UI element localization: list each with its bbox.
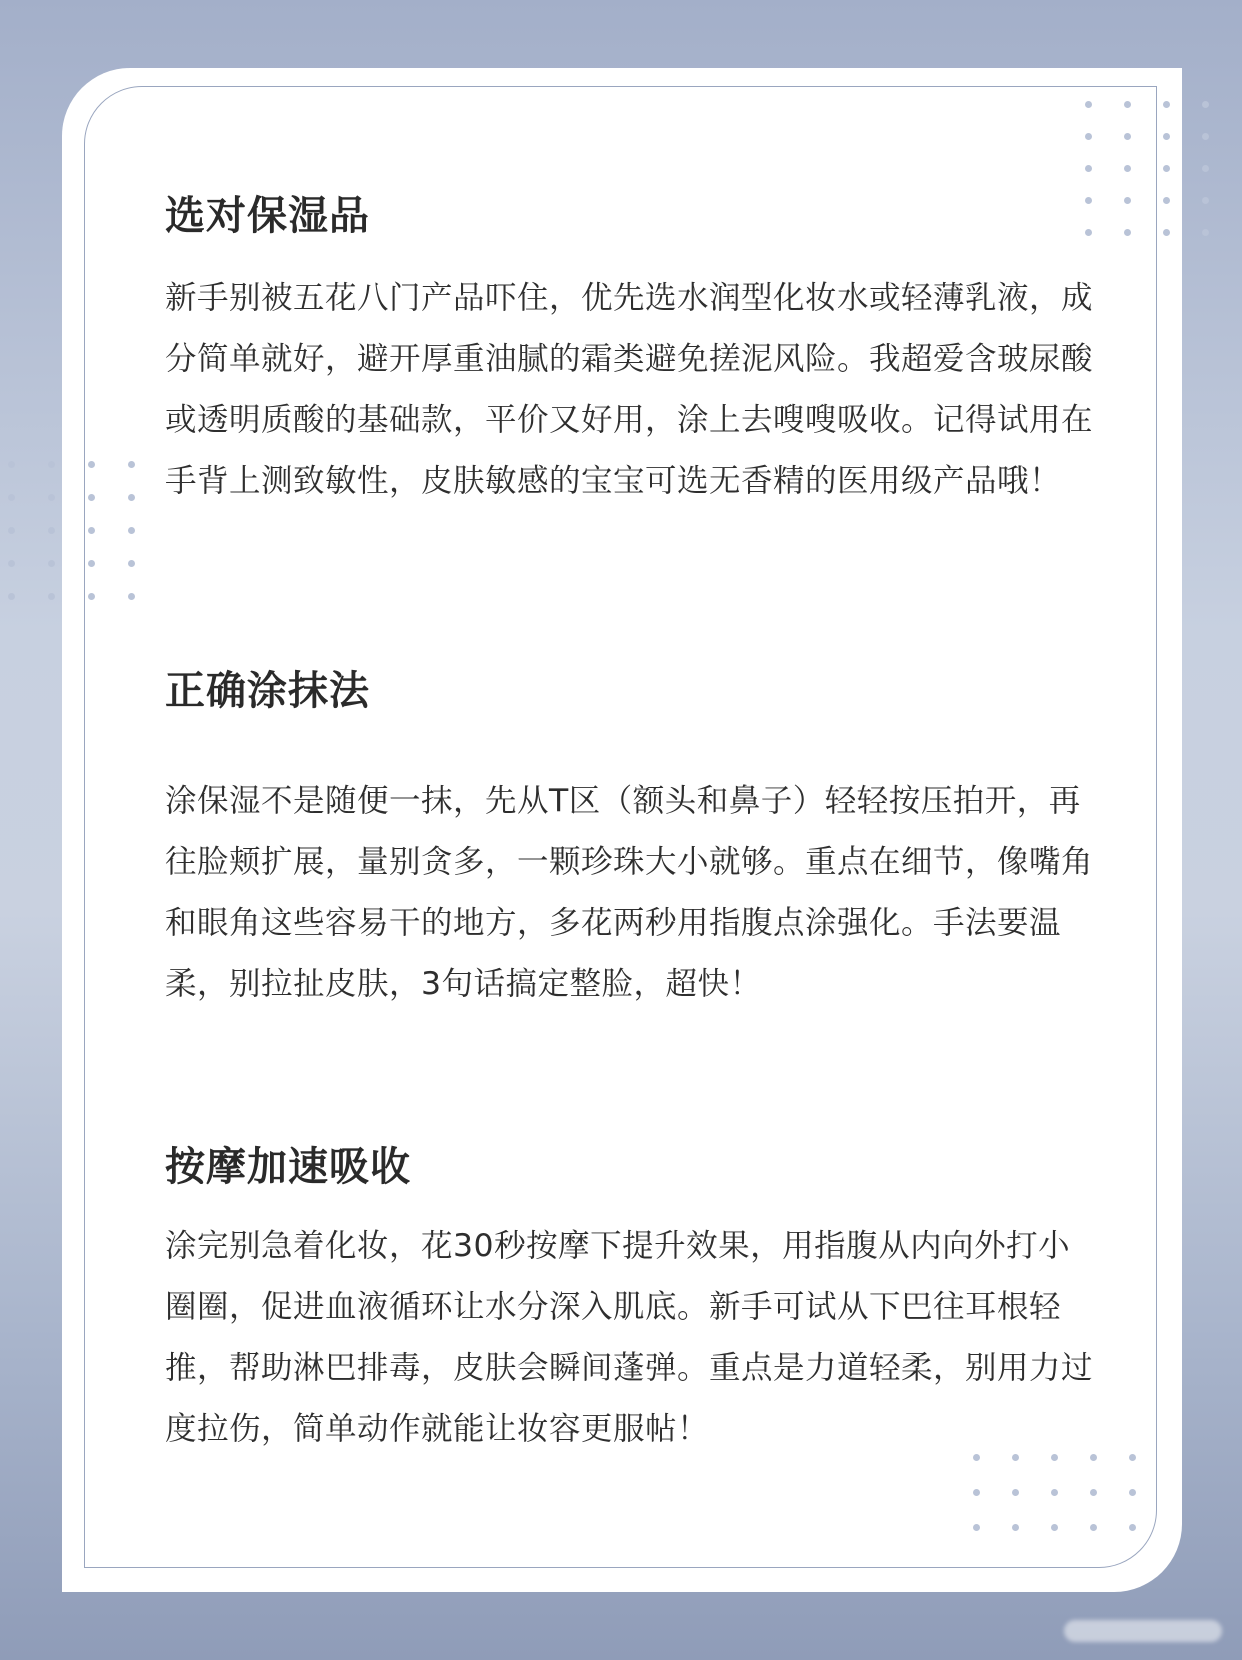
section-body-choose-moisturizer: 新手别被五花八门产品吓住，优先选水润型化妆水或轻薄乳液，成分简单就好，避开厚重油腻的霜类避免搓泥风险。我超爱含玻尿酸或透明质酸的基础款，平价又好用，涂上去嗖嗖吸收。记得试用在手背上测致敏性，皮肤敏感的宝宝可选无香精的医用级产品哦！ [165, 280, 1094, 499]
section-body-massage: 涂完别急着化妆，花30秒按摩下提升效果，用指腹从内向外打小圈圈，促进血液循环让水分深入肌底。新手可试从下巴往耳根轻推，帮助淋巴排毒，皮肤会瞬间蓬弹。重点是力道轻柔，别用力过度拉伤，简单动作就能让妆容更服帖！ [165, 1228, 1094, 1447]
watermark [1064, 1620, 1222, 1642]
decorative-dots-left [8, 461, 135, 600]
decorative-dots-bottom-right [973, 1454, 1136, 1531]
section-title-massage: 按摩加速吸收 [165, 1144, 411, 1190]
section-title-application-method: 正确涂抹法 [165, 668, 370, 714]
section-title-choose-moisturizer: 选对保湿品 [165, 193, 370, 239]
decorative-dots-top-right [1085, 101, 1209, 236]
section-body-application-method: 涂保湿不是随便一抹，先从T区（额头和鼻子）轻轻按压拍开，再往脸颊扩展，量别贪多，一颗珍珠大小就够。重点在细节，像嘴角和眼角这些容易干的地方，多花两秒用指腹点涂强化。手法要温柔，别拉扯皮肤，3句话搞定整脸，超快！ [165, 783, 1094, 1002]
